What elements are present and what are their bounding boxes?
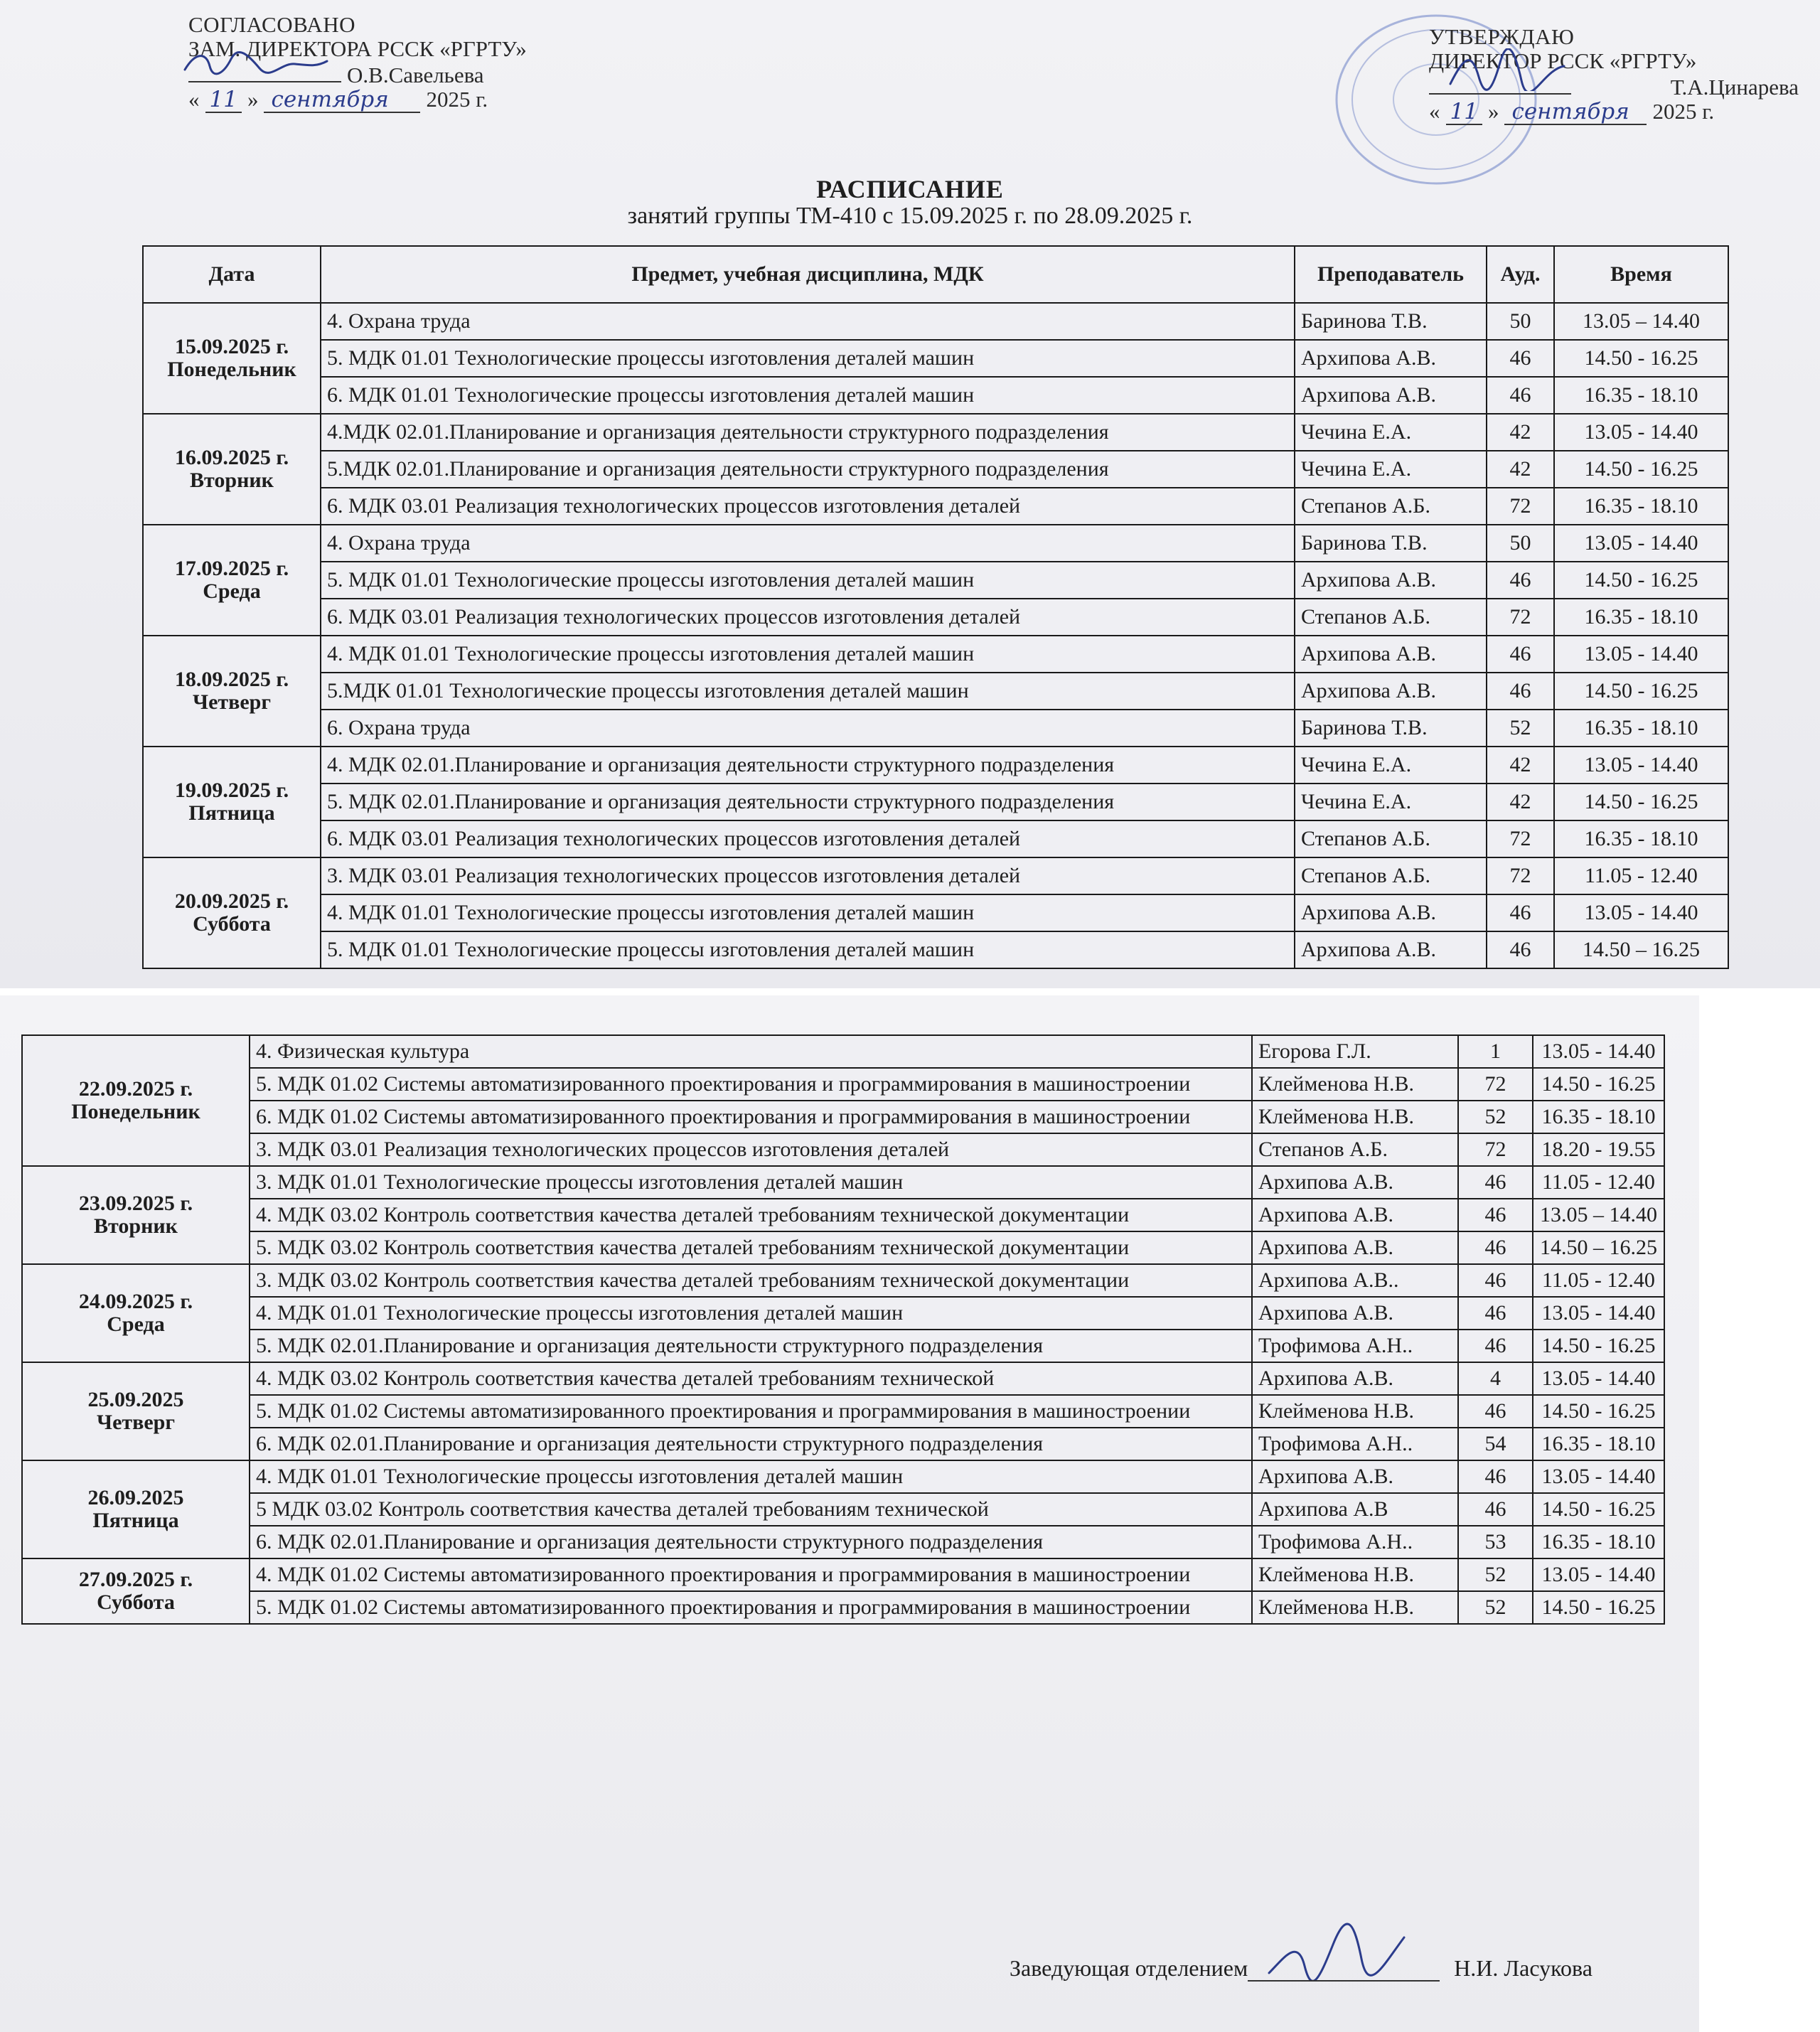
subject-cell: 5. МДК 01.01 Технологические процессы изготовления деталей машин <box>321 562 1295 599</box>
approval-right-month: сентября <box>1504 100 1647 125</box>
table-row <box>22 1035 1664 1068</box>
day-date: 19.09.2025 г. <box>174 779 289 802</box>
room-cell: 52 <box>1458 1558 1533 1591</box>
teacher-cell: Клейменова Н.В. <box>1252 1068 1458 1101</box>
subject-cell: 6. МДК 01.02 Системы автоматизированного проектирования и программирования в машиностроении <box>250 1101 1252 1133</box>
table-row <box>22 1362 1664 1395</box>
room-cell: 72 <box>1487 857 1554 894</box>
room-cell: 72 <box>1487 599 1554 636</box>
room-cell: 52 <box>1458 1101 1533 1133</box>
room-cell: 72 <box>1487 488 1554 525</box>
approval-left-month: сентября <box>264 87 420 113</box>
subject-cell: 3. МДК 01.01 Технологические процессы изготовления деталей машин <box>250 1166 1252 1199</box>
column-header-date: Дата <box>143 246 321 303</box>
subject-cell: 4. МДК 03.02 Контроль соответствия качества деталей требованиям технической документации <box>250 1199 1252 1231</box>
teacher-cell: Архипова А.В <box>1252 1493 1458 1526</box>
subject-cell: 5.МДК 02.01.Планирование и организация деятельности структурного подразделения <box>321 451 1295 488</box>
footer-name: Н.И. Ласукова <box>1454 1955 1592 1981</box>
table-row <box>143 599 1728 636</box>
room-cell: 46 <box>1458 1460 1533 1493</box>
time-cell: 14.50 - 16.25 <box>1554 562 1728 599</box>
teacher-cell: Архипова А.В. <box>1252 1231 1458 1264</box>
approval-right-signature <box>1429 73 1571 95</box>
time-cell: 16.35 - 18.10 <box>1533 1526 1664 1558</box>
subject-cell: 3. МДК 03.01 Реализация технологических процессов изготовления деталей <box>321 857 1295 894</box>
day-cell <box>143 303 321 414</box>
table-row <box>143 377 1728 414</box>
room-cell: 72 <box>1487 820 1554 857</box>
time-cell: 11.05 - 12.40 <box>1533 1166 1664 1199</box>
time-cell: 16.35 - 18.10 <box>1554 488 1728 525</box>
time-cell: 13.05 - 14.40 <box>1533 1362 1664 1395</box>
room-cell: 46 <box>1487 894 1554 931</box>
room-cell: 50 <box>1487 303 1554 340</box>
day-weekday: Пятница <box>188 801 275 825</box>
teacher-cell: Баринова Т.В. <box>1295 525 1487 562</box>
teacher-cell: Архипова А.В. <box>1295 894 1487 931</box>
day-cell <box>22 1264 250 1362</box>
teacher-cell: Степанов А.Б. <box>1295 488 1487 525</box>
time-cell: 14.50 - 16.25 <box>1533 1493 1664 1526</box>
table-row <box>22 1133 1664 1166</box>
room-cell: 1 <box>1458 1035 1533 1068</box>
day-weekday: Пятница <box>92 1509 179 1532</box>
time-cell: 14.50 - 16.25 <box>1554 784 1728 820</box>
document-title: РАСПИСАНИЕ <box>816 175 1004 203</box>
approval-left-sign-line <box>188 61 615 87</box>
room-cell: 72 <box>1458 1133 1533 1166</box>
time-cell: 14.50 – 16.25 <box>1533 1231 1664 1264</box>
time-cell: 16.35 - 18.10 <box>1554 710 1728 747</box>
day-date: 17.09.2025 г. <box>174 557 289 580</box>
table-row <box>22 1068 1664 1101</box>
time-cell: 13.05 - 14.40 <box>1554 747 1728 784</box>
room-cell: 46 <box>1458 1493 1533 1526</box>
subject-cell: 5. МДК 01.01 Технологические процессы изготовления деталей машин <box>321 340 1295 377</box>
room-cell: 53 <box>1458 1526 1533 1558</box>
day-date: 24.09.2025 г. <box>78 1290 193 1313</box>
day-weekday: Вторник <box>94 1214 178 1238</box>
column-header-room: Ауд. <box>1487 246 1554 303</box>
room-cell: 46 <box>1487 931 1554 968</box>
teacher-cell: Баринова Т.В. <box>1295 303 1487 340</box>
teacher-cell: Степанов А.Б. <box>1295 599 1487 636</box>
room-cell: 46 <box>1458 1166 1533 1199</box>
time-cell: 16.35 - 18.10 <box>1554 820 1728 857</box>
teacher-cell: Архипова А.В. <box>1252 1199 1458 1231</box>
subject-cell: 4. МДК 01.01 Технологические процессы изготовления деталей машин <box>250 1460 1252 1493</box>
table-row <box>22 1231 1664 1264</box>
subject-cell: 4. МДК 01.01 Технологические процессы изготовления деталей машин <box>250 1297 1252 1330</box>
approval-right <box>1429 25 1799 125</box>
room-cell: 42 <box>1487 784 1554 820</box>
room-cell: 72 <box>1458 1068 1533 1101</box>
subject-cell: 4. МДК 01.02 Системы автоматизированного проектирования и программирования в машиностроении <box>250 1558 1252 1591</box>
table-row <box>22 1526 1664 1558</box>
time-cell: 18.20 - 19.55 <box>1533 1133 1664 1166</box>
day-date: 22.09.2025 г. <box>78 1077 193 1101</box>
table-row <box>143 673 1728 710</box>
footer-signature <box>1010 1952 1720 1982</box>
room-cell: 46 <box>1458 1330 1533 1362</box>
time-cell: 16.35 - 18.10 <box>1533 1101 1664 1133</box>
teacher-cell: Архипова А.В. <box>1295 562 1487 599</box>
table-row <box>143 340 1728 377</box>
room-cell: 52 <box>1458 1591 1533 1624</box>
day-cell <box>22 1166 250 1264</box>
time-cell: 14.50 - 16.25 <box>1533 1395 1664 1428</box>
table-row <box>22 1199 1664 1231</box>
teacher-cell: Егорова Г.Л. <box>1252 1035 1458 1068</box>
time-cell: 13.05 - 14.40 <box>1533 1035 1664 1068</box>
approval-left-name: О.В.Савельева <box>347 63 484 87</box>
table-row <box>22 1166 1664 1199</box>
day-weekday: Среда <box>107 1312 165 1336</box>
teacher-cell: Архипова А.В. <box>1252 1166 1458 1199</box>
day-date: 20.09.2025 г. <box>174 889 289 913</box>
approval-left-heading: СОГЛАСОВАНО <box>188 12 355 37</box>
time-cell: 13.05 - 14.40 <box>1554 894 1728 931</box>
teacher-cell: Клейменова Н.В. <box>1252 1101 1458 1133</box>
time-cell: 13.05 - 14.40 <box>1533 1297 1664 1330</box>
table-row <box>143 747 1728 784</box>
table-row <box>22 1591 1664 1624</box>
room-cell: 4 <box>1458 1362 1533 1395</box>
subject-cell: 5. МДК 02.01.Планирование и организация деятельности структурного подразделения <box>321 784 1295 820</box>
day-date: 16.09.2025 г. <box>174 446 289 469</box>
subject-cell: 6. МДК 03.01 Реализация технологических процессов изготовления деталей <box>321 820 1295 857</box>
room-cell: 54 <box>1458 1428 1533 1460</box>
table-row <box>143 784 1728 820</box>
time-cell: 11.05 - 12.40 <box>1533 1264 1664 1297</box>
schedule-table-week1 <box>142 245 1729 969</box>
day-weekday: Понедельник <box>167 358 296 381</box>
teacher-cell: Чечина Е.А. <box>1295 451 1487 488</box>
day-cell <box>143 636 321 747</box>
day-date: 26.09.2025 <box>87 1486 184 1509</box>
day-weekday: Суббота <box>193 912 271 936</box>
teacher-cell: Клейменова Н.В. <box>1252 1591 1458 1624</box>
table-row <box>143 451 1728 488</box>
time-cell: 16.35 - 18.10 <box>1554 377 1728 414</box>
approval-left-date: « 11 » сентября 2025 г. <box>188 87 488 112</box>
day-weekday: Четверг <box>97 1411 175 1434</box>
subject-cell: 3. МДК 03.01 Реализация технологических процессов изготовления деталей <box>250 1133 1252 1166</box>
time-cell: 14.50 - 16.25 <box>1554 451 1728 488</box>
subject-cell: 5.МДК 01.01 Технологические процессы изготовления деталей машин <box>321 673 1295 710</box>
room-cell: 46 <box>1487 340 1554 377</box>
room-cell: 46 <box>1487 377 1554 414</box>
teacher-cell: Архипова А.В. <box>1295 931 1487 968</box>
approval-left-day: 11 <box>205 87 242 113</box>
room-cell: 42 <box>1487 451 1554 488</box>
subject-cell: 4. Охрана труда <box>321 525 1295 562</box>
time-cell: 13.05 - 14.40 <box>1533 1460 1664 1493</box>
teacher-cell: Чечина Е.А. <box>1295 414 1487 451</box>
subject-cell: 4. МДК 01.01 Технологические процессы изготовления деталей машин <box>321 636 1295 673</box>
schedule-table-week2 <box>21 1034 1665 1625</box>
table-row <box>143 562 1728 599</box>
subject-cell: 4. МДК 01.01 Технологические процессы изготовления деталей машин <box>321 894 1295 931</box>
day-cell <box>143 525 321 636</box>
time-cell: 13.05 - 14.40 <box>1554 636 1728 673</box>
subject-cell: 4. Охрана труда <box>321 303 1295 340</box>
day-weekday: Четверг <box>193 690 271 714</box>
approval-right-date: « 11 » сентября 2025 г. <box>1429 99 1715 124</box>
table-row <box>143 894 1728 931</box>
table-row <box>22 1428 1664 1460</box>
room-cell: 50 <box>1487 525 1554 562</box>
room-cell: 42 <box>1487 747 1554 784</box>
time-cell: 13.05 - 14.40 <box>1554 414 1728 451</box>
table-row <box>143 414 1728 451</box>
subject-cell: 5. МДК 01.01 Технологические процессы изготовления деталей машин <box>321 931 1295 968</box>
teacher-cell: Чечина Е.А. <box>1295 784 1487 820</box>
time-cell: 14.50 - 16.25 <box>1554 340 1728 377</box>
table-header-row <box>143 246 1728 303</box>
approval-right-name: Т.А.Цинарева <box>1670 75 1799 100</box>
column-header-time: Время <box>1554 246 1728 303</box>
teacher-cell: Степанов А.Б. <box>1252 1133 1458 1166</box>
table-row <box>22 1558 1664 1591</box>
room-cell: 46 <box>1458 1264 1533 1297</box>
footer-label: Заведующая отделением <box>1010 1955 1248 1981</box>
table-row <box>22 1297 1664 1330</box>
subject-cell: 5. МДК 01.02 Системы автоматизированного проектирования и программирования в машиностроении <box>250 1068 1252 1101</box>
time-cell: 14.50 – 16.25 <box>1554 931 1728 968</box>
table-row <box>143 857 1728 894</box>
teacher-cell: Архипова А.В. <box>1252 1297 1458 1330</box>
teacher-cell: Архипова А.В. <box>1295 340 1487 377</box>
teacher-cell: Архипова А.В. <box>1295 377 1487 414</box>
subject-cell: 5. МДК 03.02 Контроль соответствия качества деталей требованиям технической документации <box>250 1231 1252 1264</box>
time-cell: 14.50 - 16.25 <box>1533 1591 1664 1624</box>
table-row <box>143 488 1728 525</box>
time-cell: 13.05 – 14.40 <box>1533 1199 1664 1231</box>
approval-left <box>188 13 615 113</box>
day-date: 15.09.2025 г. <box>174 335 289 358</box>
day-date: 27.09.2025 г. <box>78 1568 193 1591</box>
time-cell: 14.50 - 16.25 <box>1554 673 1728 710</box>
day-date: 18.09.2025 г. <box>174 668 289 691</box>
subject-cell: 5. МДК 01.02 Системы автоматизированного проектирования и программирования в машиностроении <box>250 1395 1252 1428</box>
day-weekday: Среда <box>203 579 261 603</box>
table-row <box>22 1395 1664 1428</box>
subject-cell: 4. МДК 02.01.Планирование и организация деятельности структурного подразделения <box>321 747 1295 784</box>
teacher-cell: Клейменова Н.В. <box>1252 1395 1458 1428</box>
time-cell: 13.05 - 14.40 <box>1554 525 1728 562</box>
table-row <box>22 1460 1664 1493</box>
subject-cell: 3. МДК 03.02 Контроль соответствия качества деталей требованиям технической документации <box>250 1264 1252 1297</box>
day-weekday: Вторник <box>190 469 274 492</box>
column-header-subject: Предмет, учебная дисциплина, МДК <box>321 246 1295 303</box>
subject-cell: 6. Охрана труда <box>321 710 1295 747</box>
teacher-cell: Архипова А.В. <box>1295 636 1487 673</box>
table-row <box>22 1493 1664 1526</box>
day-weekday: Суббота <box>97 1590 175 1614</box>
teacher-cell: Степанов А.Б. <box>1295 820 1487 857</box>
subject-cell: 5. МДК 02.01.Планирование и организация деятельности структурного подразделения <box>250 1330 1252 1362</box>
time-cell: 13.05 - 14.40 <box>1533 1558 1664 1591</box>
column-header-teacher: Преподаватель <box>1295 246 1487 303</box>
table-row <box>143 636 1728 673</box>
day-cell <box>22 1460 250 1558</box>
time-cell: 16.35 - 18.10 <box>1554 599 1728 636</box>
approval-left-signature <box>188 61 341 82</box>
teacher-cell: Архипова А.В. <box>1295 673 1487 710</box>
teacher-cell: Баринова Т.В. <box>1295 710 1487 747</box>
room-cell: 42 <box>1487 414 1554 451</box>
subject-cell: 5 МДК 03.02 Контроль соответствия качества деталей требованиям технической <box>250 1493 1252 1526</box>
day-cell <box>22 1362 250 1460</box>
teacher-cell: Архипова А.В. <box>1252 1460 1458 1493</box>
time-cell: 16.35 - 18.10 <box>1533 1428 1664 1460</box>
approval-left-position: ЗАМ. ДИРЕКТОРА РССК «РГРТУ» <box>188 36 527 61</box>
approval-left-year: 2025 г. <box>426 87 488 112</box>
teacher-cell: Чечина Е.А. <box>1295 747 1487 784</box>
footer-signature-line <box>1248 1952 1440 1982</box>
subject-cell: 6. МДК 03.01 Реализация технологических процессов изготовления деталей <box>321 488 1295 525</box>
signature-left-icon <box>181 48 334 77</box>
time-cell: 14.50 - 16.25 <box>1533 1068 1664 1101</box>
approval-right-sign-line <box>1429 73 1799 100</box>
time-cell: 14.50 - 16.25 <box>1533 1330 1664 1362</box>
table-row <box>22 1330 1664 1362</box>
table-row <box>143 931 1728 968</box>
day-cell <box>22 1558 250 1624</box>
day-date: 23.09.2025 г. <box>78 1192 193 1215</box>
table-row <box>22 1264 1664 1297</box>
teacher-cell: Архипова А.В. <box>1252 1362 1458 1395</box>
teacher-cell: Трофимова А.Н.. <box>1252 1526 1458 1558</box>
subject-cell: 6. МДК 01.01 Технологические процессы изготовления деталей машин <box>321 377 1295 414</box>
room-cell: 46 <box>1487 673 1554 710</box>
room-cell: 46 <box>1458 1395 1533 1428</box>
teacher-cell: Клейменова Н.В. <box>1252 1558 1458 1591</box>
approval-right-position: ДИРЕКТОР РССК «РГРТУ» <box>1429 48 1697 73</box>
table-row <box>143 710 1728 747</box>
footer-signature-icon <box>1262 1916 1454 1980</box>
subject-cell: 6. МДК 02.01.Планирование и организация деятельности структурного подразделения <box>250 1428 1252 1460</box>
teacher-cell: Трофимова А.Н.. <box>1252 1330 1458 1362</box>
day-cell <box>143 747 321 857</box>
teacher-cell: Степанов А.Б. <box>1295 857 1487 894</box>
subject-cell: 4. Физическая культура <box>250 1035 1252 1068</box>
approval-right-heading: УТВЕРЖДАЮ <box>1429 24 1575 49</box>
subject-cell: 5. МДК 01.02 Системы автоматизированного проектирования и программирования в машиностроении <box>250 1591 1252 1624</box>
subject-cell: 6. МДК 03.01 Реализация технологических процессов изготовления деталей <box>321 599 1295 636</box>
room-cell: 46 <box>1487 562 1554 599</box>
day-cell <box>143 857 321 968</box>
subject-cell: 6. МДК 02.01.Планирование и организация деятельности структурного подразделения <box>250 1526 1252 1558</box>
subject-cell: 4. МДК 03.02 Контроль соответствия качества деталей требованиям технической <box>250 1362 1252 1395</box>
room-cell: 46 <box>1458 1231 1533 1264</box>
teacher-cell: Трофимова А.Н.. <box>1252 1428 1458 1460</box>
subject-cell: 4.МДК 02.01.Планирование и организация деятельности структурного подразделения <box>321 414 1295 451</box>
approval-right-year: 2025 г. <box>1652 99 1715 124</box>
signature-right-icon <box>1443 48 1585 91</box>
day-date: 25.09.2025 <box>87 1388 184 1411</box>
room-cell: 46 <box>1458 1199 1533 1231</box>
day-weekday: Понедельник <box>71 1100 200 1123</box>
room-cell: 52 <box>1487 710 1554 747</box>
table-row <box>143 525 1728 562</box>
day-cell <box>143 414 321 525</box>
table-row <box>143 820 1728 857</box>
time-cell: 13.05 – 14.40 <box>1554 303 1728 340</box>
teacher-cell: Архипова А.В.. <box>1252 1264 1458 1297</box>
table-row <box>22 1101 1664 1133</box>
room-cell: 46 <box>1487 636 1554 673</box>
approval-right-day: 11 <box>1446 100 1482 125</box>
document-subtitle: занятий группы ТМ-410 с 15.09.2025 г. по 28.09.2025 г. <box>627 203 1193 229</box>
table-row <box>143 303 1728 340</box>
time-cell: 11.05 - 12.40 <box>1554 857 1728 894</box>
day-cell <box>22 1035 250 1166</box>
room-cell: 46 <box>1458 1297 1533 1330</box>
